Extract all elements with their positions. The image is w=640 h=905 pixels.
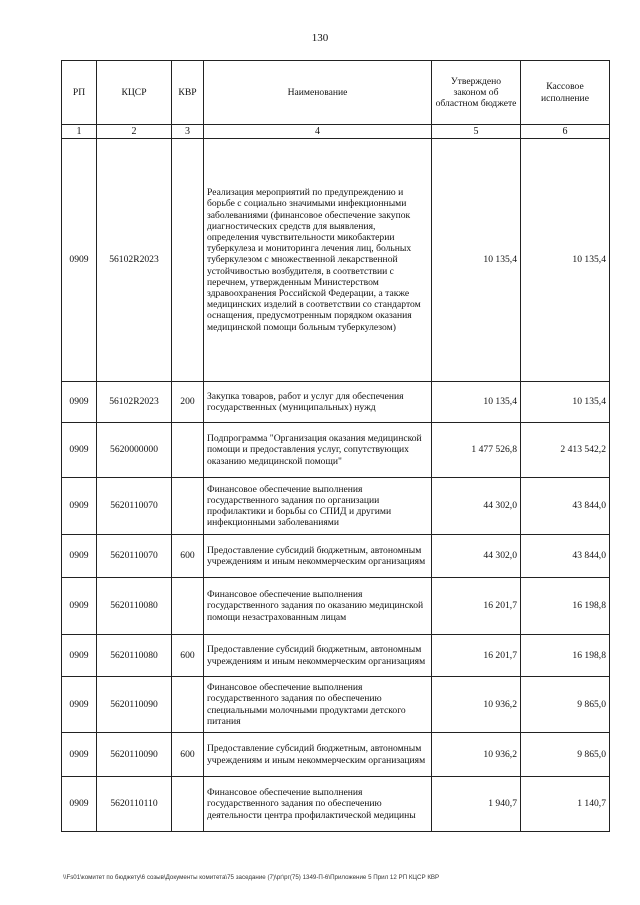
- cell-executed: 16 198,8: [521, 635, 610, 677]
- table-row: [62, 635, 610, 677]
- column-number: 4: [204, 125, 432, 139]
- cell-kvr: 600: [172, 635, 204, 677]
- cell-name: Финансовое обеспечение выполнения государственного задания по обеспечению специальными молочными продуктами детского питания: [204, 677, 432, 733]
- cell-kcsr: 5620110070: [97, 535, 172, 578]
- cell-approved: 10 135,4: [432, 139, 521, 382]
- cell-executed: 9 865,0: [521, 733, 610, 777]
- column-number: 6: [521, 125, 610, 139]
- cell-kcsr: 5620000000: [97, 423, 172, 478]
- cell-name: Закупка товаров, работ и услуг для обеспечения государственных (муниципальных) нужд: [204, 382, 432, 423]
- cell-name: Финансовое обеспечение выполнения государственного задания по обеспечению деятельности центра профилактической медицины: [204, 777, 432, 832]
- table-row: [62, 677, 610, 733]
- table-body: [62, 139, 610, 832]
- cell-name: Реализация мероприятий по предупреждению и борьбе с социально значимыми инфекционными заболеваниями (финансовое обеспечение закупок диагностических средств для выявления, определения чувствительности микобактерии туберкулеза и мониторинга лечения лиц, больных туберкулезом с множественной лекарственной устойчивостью возбудителя, в соответствии с перечнем, утвержденным Министерством здравоохранения Российской Федерации, а также медицинских изделий в соответствии со стандартом оснащения, предусмотренным порядком оказания медицинской помощи больным туберкулезом): [204, 139, 432, 382]
- cell-executed: 2 413 542,2: [521, 423, 610, 478]
- cell-approved: 10 936,2: [432, 733, 521, 777]
- cell-rp: 0909: [62, 382, 97, 423]
- column-number: 1: [62, 125, 97, 139]
- cell-executed: 1 140,7: [521, 777, 610, 832]
- budget-table: [61, 60, 610, 832]
- cell-rp: 0909: [62, 733, 97, 777]
- cell-name: Предоставление субсидий бюджетным, автономным учреждениям и иным некоммерческим организациям: [204, 635, 432, 677]
- cell-rp: 0909: [62, 777, 97, 832]
- cell-executed: 16 198,8: [521, 578, 610, 635]
- cell-kcsr: 5620110090: [97, 733, 172, 777]
- cell-kvr: 200: [172, 382, 204, 423]
- cell-rp: 0909: [62, 535, 97, 578]
- header-kcsr: КЦСР: [97, 61, 172, 125]
- cell-executed: 43 844,0: [521, 478, 610, 535]
- table-row: [62, 733, 610, 777]
- cell-kvr: [172, 578, 204, 635]
- cell-approved: 16 201,7: [432, 635, 521, 677]
- table-row: [62, 382, 610, 423]
- document-path-footer: \\Fs01\комитет по бюджету\6 созыв\Документы комитета\75 заседание (7)\рг\рг(75) 1349-П-6\Приложение 5 Прил 12 РП КЦСР КВР: [63, 874, 440, 881]
- cell-kcsr: 5620110070: [97, 478, 172, 535]
- cell-rp: 0909: [62, 139, 97, 382]
- cell-kvr: [172, 423, 204, 478]
- table-row: [62, 478, 610, 535]
- cell-rp: 0909: [62, 423, 97, 478]
- cell-kcsr: 5620110080: [97, 635, 172, 677]
- cell-rp: 0909: [62, 478, 97, 535]
- cell-approved: 44 302,0: [432, 478, 521, 535]
- cell-approved: 1 477 526,8: [432, 423, 521, 478]
- cell-approved: 1 940,7: [432, 777, 521, 832]
- header-executed: Кассовое исполнение: [521, 61, 610, 125]
- cell-kcsr: 56102R2023: [97, 382, 172, 423]
- cell-approved: 10 936,2: [432, 677, 521, 733]
- cell-kvr: [172, 677, 204, 733]
- table-row: [62, 777, 610, 832]
- cell-rp: 0909: [62, 677, 97, 733]
- cell-executed: 43 844,0: [521, 535, 610, 578]
- column-number: 5: [432, 125, 521, 139]
- header-kvr: КВР: [172, 61, 204, 125]
- cell-name: Предоставление субсидий бюджетным, автономным учреждениям и иным некоммерческим организациям: [204, 733, 432, 777]
- cell-kvr: [172, 139, 204, 382]
- cell-approved: 16 201,7: [432, 578, 521, 635]
- column-number-row: [62, 125, 610, 139]
- cell-executed: 9 865,0: [521, 677, 610, 733]
- header-name: Наименование: [204, 61, 432, 125]
- cell-executed: 10 135,4: [521, 382, 610, 423]
- table-row: [62, 535, 610, 578]
- cell-approved: 10 135,4: [432, 382, 521, 423]
- page-number: 130: [311, 32, 329, 44]
- table-row: [62, 423, 610, 478]
- cell-kvr: [172, 777, 204, 832]
- cell-kcsr: 5620110110: [97, 777, 172, 832]
- cell-rp: 0909: [62, 635, 97, 677]
- cell-name: Финансовое обеспечение выполнения государственного задания по организации профилактики и борьбы со СПИД и другими инфекционными заболеваниями: [204, 478, 432, 535]
- cell-kcsr: 56102R2023: [97, 139, 172, 382]
- cell-kvr: 600: [172, 733, 204, 777]
- cell-kcsr: 5620110080: [97, 578, 172, 635]
- cell-approved: 44 302,0: [432, 535, 521, 578]
- cell-rp: 0909: [62, 578, 97, 635]
- cell-kvr: 600: [172, 535, 204, 578]
- cell-kcsr: 5620110090: [97, 677, 172, 733]
- table-row: [62, 139, 610, 382]
- cell-name: Предоставление субсидий бюджетным, автономным учреждениям и иным некоммерческим организациям: [204, 535, 432, 578]
- cell-name: Финансовое обеспечение выполнения государственного задания по оказанию медицинской помощи незастрахованным лицам: [204, 578, 432, 635]
- cell-executed: 10 135,4: [521, 139, 610, 382]
- header-rp: РП: [62, 61, 97, 125]
- column-number: 2: [97, 125, 172, 139]
- table-row: [62, 578, 610, 635]
- cell-kvr: [172, 478, 204, 535]
- cell-name: Подпрограмма "Организация оказания медицинской помощи и предоставления услуг, сопутствующих оказанию медицинской помощи": [204, 423, 432, 478]
- column-number: 3: [172, 125, 204, 139]
- table-header: [62, 61, 610, 139]
- header-approved: Утверждено законом об областном бюджете: [432, 61, 521, 125]
